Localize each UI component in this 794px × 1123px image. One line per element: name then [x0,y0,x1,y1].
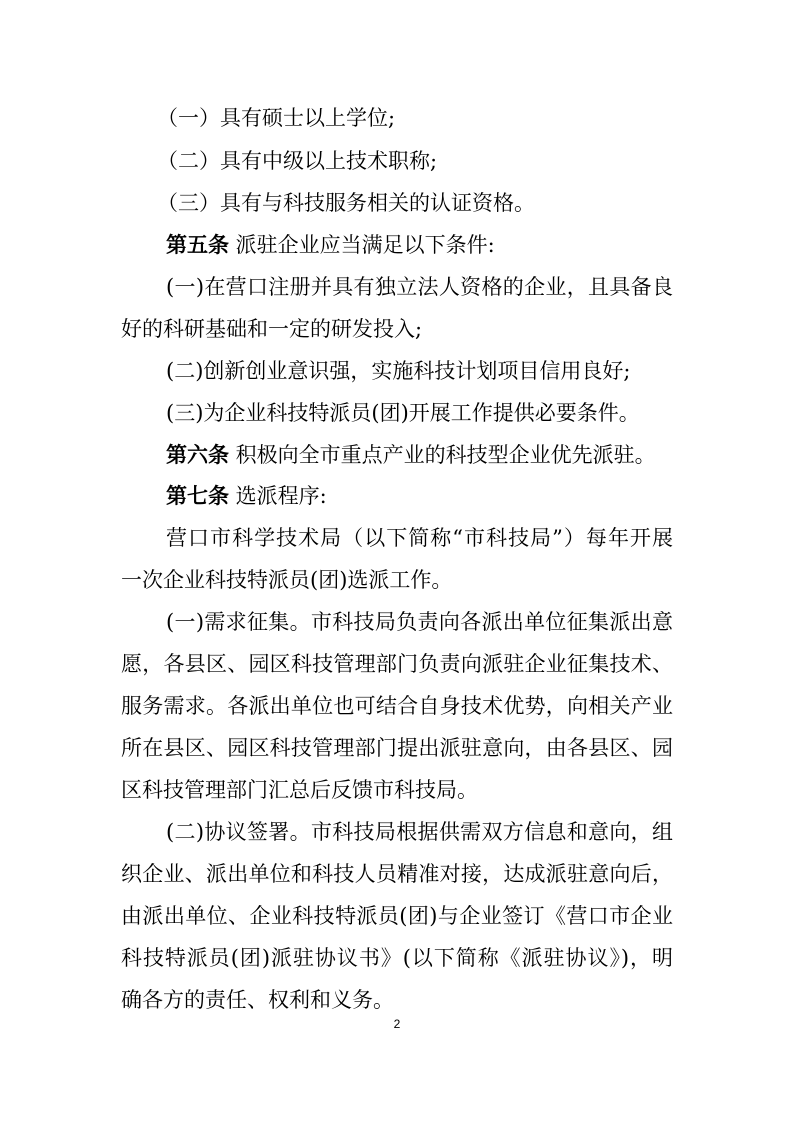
article-number: 第五条 [166,232,229,257]
article-5-item-3 [166,398,640,428]
procedure-2-cont-4 [121,985,394,1015]
line-text: （一）具有硕士以上学位; [157,106,396,130]
article-7-intro-cont [121,565,452,595]
line-text: 好的科研基础和一定的研发投入; [121,317,423,341]
page-number: 2 [393,1017,401,1031]
line-text: 区科技管理部门汇总后反馈市科技局。 [121,778,478,802]
article-7-heading [166,481,327,511]
line-text: 由派出单位、企业科技特派员(团)与企业签订《营口市企业 [121,904,673,928]
procedure-1-cont-1 [121,649,673,679]
line-text: (二)创新创业意识强，实施科技计划项目信用良好; [166,359,631,383]
article-6 [166,440,656,470]
line-text: (一)需求征集。市科技局负责向各派出单位征集派出意 [166,610,673,634]
procedure-1-cont-2 [121,691,673,721]
condition-item-2 [157,146,437,176]
article-5-heading [166,230,495,260]
condition-item-3 [157,188,535,218]
line-text: 选派程序: [229,484,327,508]
line-text: 织企业、派出单位和科技人员精准对接，达成派驻意向后， [121,862,673,886]
article-5-item-1-cont [121,314,422,344]
article-number: 第七条 [166,483,229,508]
line-text: 所在县区、园区科技管理部门提出派驻意向，由各县区、园 [121,736,673,760]
line-text: 一次企业科技特派员(团)选派工作。 [121,568,453,592]
procedure-1-cont-3 [121,733,673,763]
line-text: 确各方的责任、权利和义务。 [121,988,394,1012]
procedure-1 [166,607,673,637]
line-text: 派驻企业应当满足以下条件: [229,233,495,257]
line-text: (二)协议签署。市科技局根据供需双方信息和意向，组 [166,820,673,844]
line-text: 服务需求。各派出单位也可结合自身技术优势，向相关产业 [121,694,673,718]
procedure-2-cont-2 [121,901,673,931]
article-7-intro [166,523,673,553]
line-text: 科技特派员(团)派驻协议书》(以下简称《派驻协议》)，明 [121,946,673,970]
article-5-item-2 [166,356,630,386]
procedure-1-cont-4 [121,775,478,805]
line-text: 愿，各县区、园区科技管理部门负责向派驻企业征集技术、 [121,652,673,676]
article-5-item-1 [166,272,673,302]
line-text: (一)在营口注册并具有独立法人资格的企业，且具备良 [166,275,673,299]
procedure-2-cont-1 [121,859,673,889]
procedure-2-cont-3 [121,943,673,973]
line-text: （三）具有与科技服务相关的认证资格。 [157,191,535,215]
line-text: 营口市科学技术局（以下简称“市科技局”）每年开展 [166,526,673,550]
line-text: 积极向全市重点产业的科技型企业优先派驻。 [229,443,656,467]
condition-item-1 [157,103,395,133]
procedure-2 [166,817,673,847]
article-number: 第六条 [166,442,229,467]
line-text: (三)为企业科技特派员(团)开展工作提供必要条件。 [166,401,640,425]
line-text: （二）具有中级以上技术职称; [157,149,438,173]
